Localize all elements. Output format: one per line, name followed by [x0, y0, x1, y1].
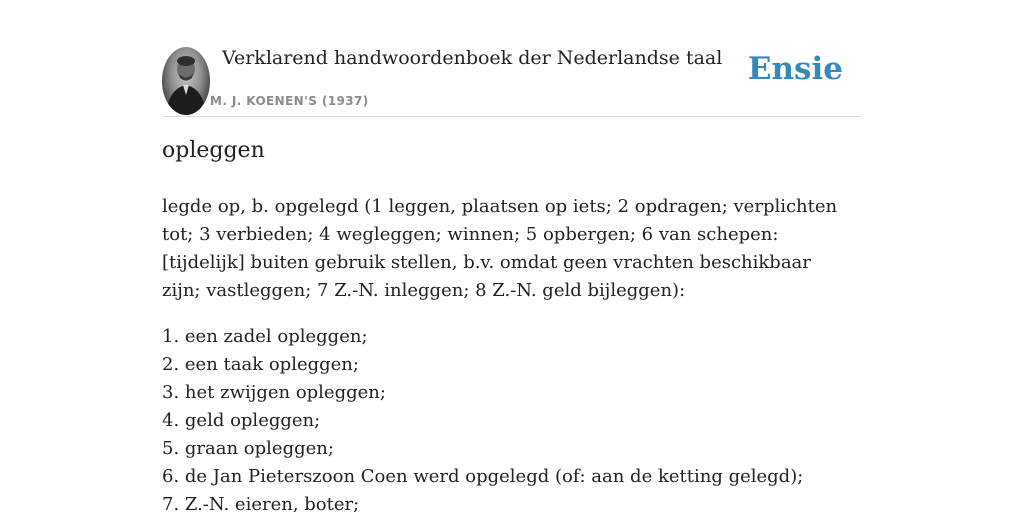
- example-item: 4. geld opleggen;: [162, 410, 321, 431]
- example-item: 2. een taak opleggen;: [162, 354, 359, 375]
- example-list: [162, 323, 862, 512]
- book-title[interactable]: Verklarend handwoordenboek der Nederlandse taal: [222, 47, 723, 69]
- example-item: 5. graan opleggen;: [162, 438, 334, 459]
- entry-headword: opleggen: [162, 138, 265, 163]
- author-portrait: [162, 47, 210, 115]
- example-item: 3. het zwijgen opleggen;: [162, 382, 386, 403]
- example-item: 7. Z.-N. eieren, boter;: [162, 494, 360, 512]
- dictionary-header: [162, 44, 862, 117]
- entry-definition: legde op, b. opgelegd (1 leggen, plaatsen op iets; 2 opdragen; verplichten tot; 3 verbieden; 4 wegleggen; winnen; 5 opbergen; 6 van schepen: [tijdelijk] buiten gebruik stellen, b.v. omdat geen vrachten beschikbaar zijn; vastleggen; 7 Z.-N. inleggen; 8 Z.-N. geld bijleggen):: [162, 196, 838, 301]
- ensie-logo-link[interactable]: Ensie: [747, 51, 843, 87]
- example-item: 6. de Jan Pieterszoon Coen werd opgelegd (of: aan de ketting gelegd);: [162, 466, 804, 487]
- example-item: 1. een zadel opleggen;: [162, 326, 368, 347]
- author-credit: M. J. KOENEN'S (1937): [210, 94, 369, 108]
